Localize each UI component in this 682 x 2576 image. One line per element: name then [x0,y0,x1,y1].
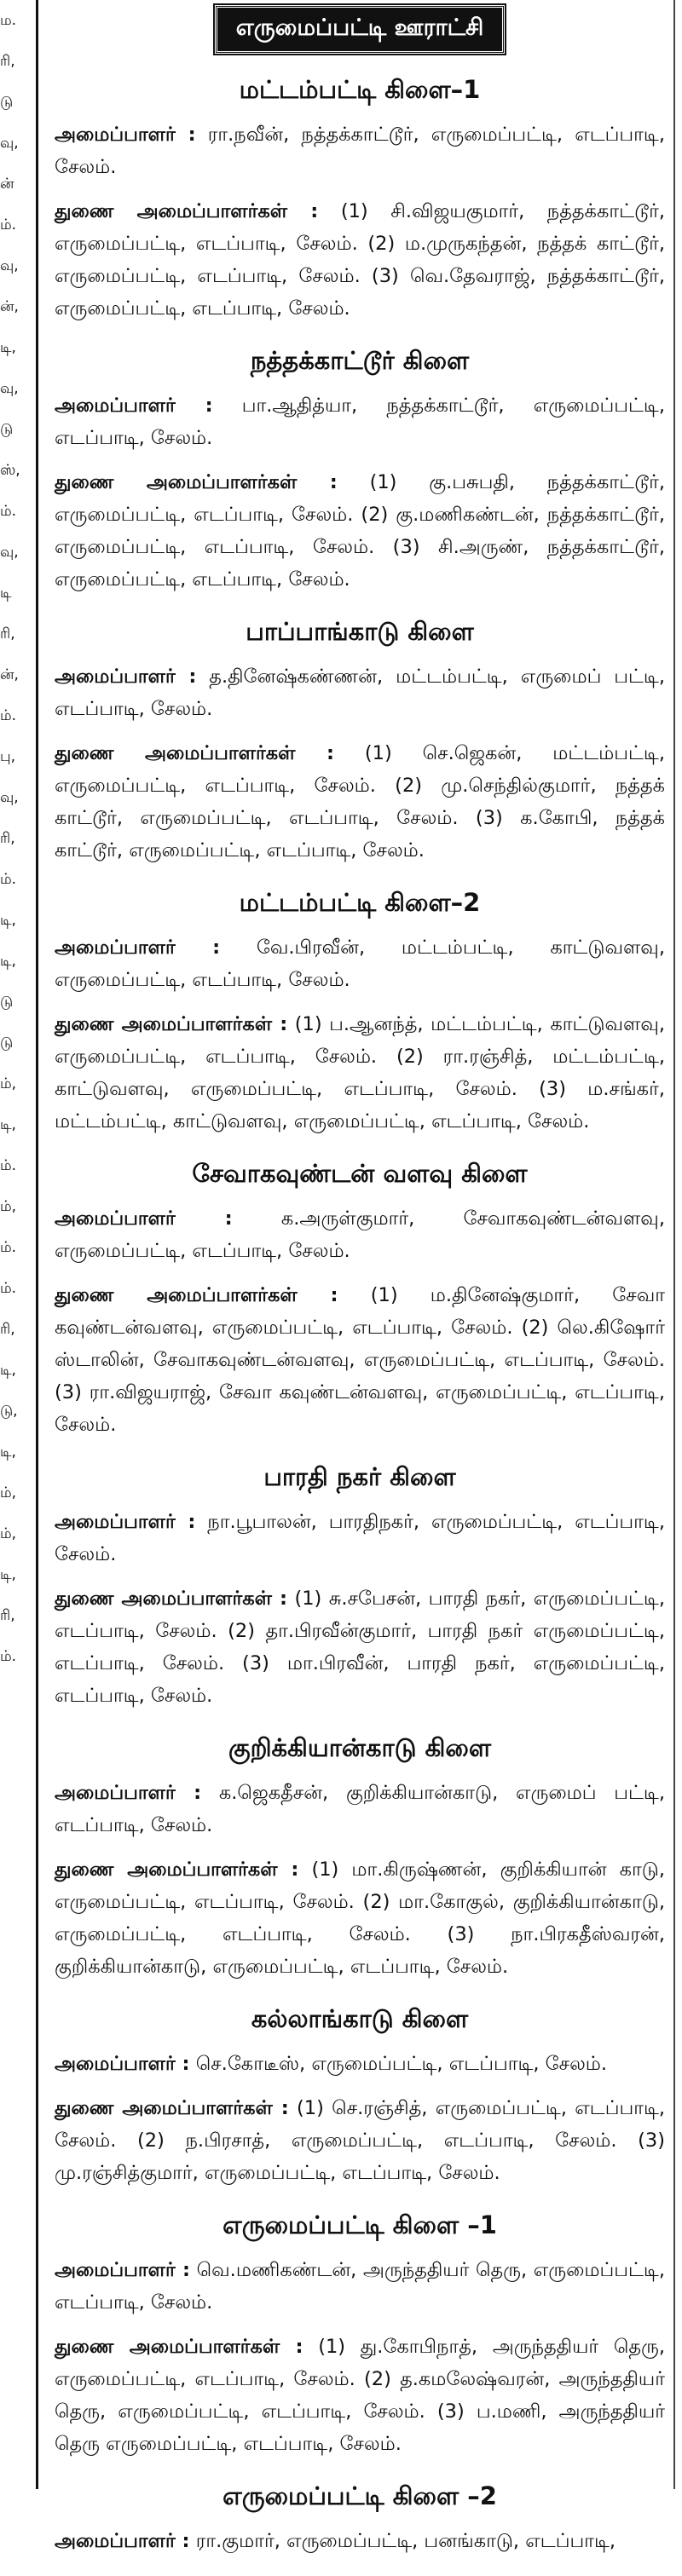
left-fragment: டு [0,94,14,111]
organizer-label: அமைப்பாளர் : [55,2530,190,2552]
left-fragment: டு [0,421,14,438]
left-fragment: ம். [0,503,17,520]
branch-title: மட்டம்பட்டி கிளை–1 [239,75,481,104]
deputies-label: துணை அமைப்பாளர்கள் : [55,1013,288,1035]
organizer-paragraph [55,931,665,996]
organizer-label: அமைப்பாளர் : [55,1511,196,1533]
left-fragment: ரி, [0,625,15,643]
deputies-paragraph [55,466,665,596]
branch-title: எருமைப்பட்டி கிளை –1 [223,2210,497,2239]
organizer-label: அமைப்பாளர் : [55,1207,233,1230]
branch-title: கல்லாங்காடு கிளை [251,2004,469,2033]
organizer-paragraph [55,1202,665,1267]
deputies-label: துணை அமைப்பாளர்கள் : [55,1284,338,1306]
organizer-value: ரா.குமார், எருமைப்பட்டி, பனங்காடு, எடப்பாடி, [195,2530,616,2552]
left-fragment: டி, [0,1362,16,1379]
organizer-paragraph [55,1777,665,1841]
organizer-label: அமைப்பாளர் : [55,1782,202,1804]
organizer-value: நா.பூபாலன், பாரதிநகர், எருமைப்பட்டி, எடப்பாடி, சேலம். [55,1511,665,1565]
branch-title: எருமைப்பட்டி கிளை –2 [223,2481,497,2510]
branch-section [55,72,665,325]
deputies-paragraph [55,737,665,867]
left-fragment: டி [0,585,12,602]
left-fragment: ரி, [0,1321,15,1338]
left-fragment: ம், [0,1525,17,1542]
deputies-label: துணை அமைப்பாளர்கள் : [55,2336,303,2358]
organizer-label: அமைப்பாளர் : [55,2259,190,2281]
left-fragment: டு [0,1034,14,1052]
organizer-paragraph [55,118,665,183]
deputies-label: துணை அமைப்பாளர்கள் : [55,1859,299,1881]
branch-section [55,2002,665,2189]
left-fragment: வு, [0,135,19,152]
branch-section [55,2479,665,2557]
deputies-value: (1) ம.தினேஷ்குமார், சேவா கவுண்டன்வளவு, எருமைப்பட்டி, எடப்பாடி, சேலம். (2) லெ.கிஷோர் ஸ்டாலின், சேவாகவுண்டன்வளவு, எருமைப்பட்டி, எடப்பாடி, சேலம். (3) ரா.விஜயராஜ், சேவா கவுண்டன்வளவு, எருமைப்பட்டி, எடப்பாடி, சேலம். [55,1284,666,1436]
branch-title: குறிக்கியான்காடு கிளை [228,1733,492,1762]
organizer-paragraph [55,660,665,725]
left-fragment: டி, [0,339,16,356]
adjacent-column-fragments [0,0,34,2489]
organizer-value: வெ.மணிகண்டன், அருந்ததியர் தெரு, எருமைப்பட்டி, எடப்பாடி, சேலம். [55,2259,665,2314]
branch-section [55,614,665,867]
organizer-paragraph [55,2254,665,2319]
left-fragment: ம். [0,1280,17,1297]
deputies-value: (1) சு.சபேசன், பாரதி நகர், எருமைப்பட்டி, எடப்பாடி, சேலம். (2) தா.பிரவீன்குமார், பாரதி நகர் எருமைப்பட்டி, எடப்பாடி, சேலம். (3) மா.பிரவீன், பாரதி நகர், எருமைப்பட்டி, எடப்பாடி, சேலம். [55,1588,665,1707]
deputies-paragraph [55,1853,665,1983]
deputies-paragraph [55,1279,665,1441]
deputies-value: (1) செ.ரஞ்சித், எருமைப்பட்டி, எடப்பாடி, சேலம். (2) ந.பிரசாத், எருமைப்பட்டி, எடப்பாடி, சேலம். (3) மு.ரஞ்சித்குமார், எருமைப்பட்டி, எடப்பாடி, சேலம். [55,2097,666,2184]
branch-section [55,2208,665,2460]
deputies-paragraph [55,2092,665,2189]
organizer-paragraph [55,2048,665,2080]
deputies-value: (1) து.கோபிநாத், அருந்ததியர் தெரு, எருமைப்பட்டி, எடப்பாடி, சேலம். (2) த.கமலேஷ்வரன், அருந்ததியர் தெரு, எருமைப்பட்டி, எடப்பாடி, சேலம். (3) ப.மணி, அருந்ததியர் தெரு எருமைப்பட்டி, எடப்பாடி, சேலம். [55,2336,665,2455]
left-fragment: ன் [0,176,14,193]
deputies-paragraph [55,195,665,325]
organizer-paragraph [55,389,665,454]
left-fragment: ரி, [0,1607,15,1624]
branch-title: மட்டம்பட்டி கிளை–2 [239,888,481,917]
left-fragment: ஸ், [0,462,20,479]
deputies-label: துணை அமைப்பாளர்கள் : [55,1588,288,1610]
left-fragment: வு, [0,380,19,397]
deputies-label: துணை அமைப்பாளர்கள் : [55,471,338,493]
branch-title: பாரதி நகர் கிளை [263,1462,456,1491]
left-fragment: ம். [0,1157,17,1174]
left-fragment: ன், [0,666,19,683]
left-fragment: ம். [0,216,17,233]
organizer-value: பா.ஆதித்யா, நத்தக்காட்டூர், எருமைப்பட்டி, எடப்பாடி, சேலம். [55,395,665,449]
organizer-value: த.தினேஷ்கண்ணன், மட்டம்பட்டி, எருமைப் பட்டி, எடப்பாடி, சேலம். [55,666,665,720]
left-fragment: ம், [0,1198,17,1215]
left-fragment: டி, [0,912,16,929]
left-fragment: டி, [0,1566,16,1583]
left-fragment: டி, [0,1116,16,1133]
left-fragment: ம், [0,1484,17,1501]
deputies-paragraph [55,1008,665,1138]
organizer-value: க.அருள்குமார், சேவாகவுண்டன்வளவு, எருமைப்பட்டி, எடப்பாடி, சேலம். [55,1207,665,1262]
deputies-paragraph [55,2331,665,2460]
branch-title: பாப்பாங்காடு கிளை [246,617,474,646]
organizer-paragraph [55,1506,665,1570]
left-fragment: வு, [0,544,19,561]
branch-section [55,1156,665,1441]
column-divider-left [36,0,38,2489]
left-fragment: ம். [0,707,17,724]
deputies-label: துணை அமைப்பாளர்கள் : [55,742,334,764]
left-fragment: ம். [0,871,17,888]
left-fragment: ம. [0,12,17,29]
left-fragment: ன், [0,298,19,315]
column-divider-right [673,0,675,2489]
main-column [55,0,665,2576]
organizer-value: ரா.நவீன், நத்தக்காட்டூர், எருமைப்பட்டி, எடப்பாடி, சேலம். [55,124,665,178]
left-fragment: வு, [0,257,19,274]
organizer-label: அமைப்பாளர் : [55,666,197,688]
branch-section [55,343,665,596]
branch-list [55,72,665,2557]
organizer-label: அமைப்பாளர் : [55,124,196,146]
organizer-label: அமைப்பாளர் : [55,936,221,959]
left-fragment: பு, [0,748,16,765]
branch-title: சேவாகவுண்டன் வளவு கிளை [192,1159,528,1188]
deputies-value: (1) ப.ஆனந்த், மட்டம்பட்டி, காட்டுவளவு, எருமைப்பட்டி, எடப்பாடி, சேலம். (2) ரா.ரஞ்சித், மட்டம்பட்டி, காட்டுவளவு, எருமைப்பட்டி, எடப்பாடி, சேலம். (3) ம.சங்கர், மட்டம்பட்டி, காட்டுவளவு, எருமைப்பட்டி, எடப்பாடி, சேலம். [55,1013,666,1132]
deputies-label: துணை அமைப்பாளர்கள் : [55,2097,289,2119]
organizer-paragraph [55,2525,665,2557]
left-fragment: வு, [0,789,19,806]
organizer-value: க.ஜெகதீசன், குறிக்கியான்காடு, எருமைப் பட்டி, எடப்பாடி, சேலம். [55,1782,665,1836]
left-fragment: ம், [0,1075,17,1092]
left-fragment: டி, [0,1444,16,1461]
branch-title: நத்தக்காட்டூர் கிளை [250,346,470,375]
banner-wrap [55,0,665,54]
branch-section [55,1460,665,1712]
deputies-value: (1) செ.ஜெகன், மட்டம்பட்டி, எருமைப்பட்டி, எடப்பாடி, சேலம். (2) மு.செந்தில்குமார், நத்தக் காட்டூர், எருமைப்பட்டி, எடப்பாடி, சேலம். (3) க.கோபி, நத்தக் காட்டூர், எருமைப்பட்டி, எடப்பாடி, சேலம். [55,742,665,862]
left-fragment: ரி, [0,53,15,70]
left-fragment: ம். [0,1648,17,1665]
deputies-label: துணை அமைப்பாளர்கள் : [55,200,319,222]
left-fragment: ம். [0,1239,17,1256]
left-fragment: டு, [0,1403,18,1420]
organizer-value: வே.பிரவீன், மட்டம்பட்டி, காட்டுவளவு, எருமைப்பட்டி, எடப்பாடி, சேலம். [55,936,665,991]
deputies-value: (1) மா.கிருஷ்ணன், குறிக்கியான் காடு, எருமைப்பட்டி, எடப்பாடி, சேலம். (2) மா.கோகுல், குறிக்கியான்காடு, எருமைப்பட்டி, எடப்பாடி, சேலம். (3) நா.பிரகதீஸ்வரன், குறிக்கியான்காடு, எருமைப்பட்டி, எடப்பாடி, சேலம். [55,1859,665,1978]
organizer-value: செ.கோடீஸ், எருமைப்பட்டி, எடப்பாடி, சேலம். [195,2053,608,2075]
branch-section [55,885,665,1138]
deputies-value: (1) சி.விஜயகுமார், நத்தக்காட்டூர், எருமைப்பட்டி, எடப்பாடி, சேலம். (2) ம.முருகந்தன், நத்தக் காட்டூர், எருமைப்பட்டி, எடப்பாடி, சேலம். (3) வெ.தேவராஜ், நத்தக்காட்டூர், எருமைப்பட்டி, எடப்பாடி, சேலம். [55,200,666,320]
branch-section [55,1731,665,1983]
left-fragment: டு [0,994,14,1011]
left-fragment: ரி, [0,830,15,847]
organizer-label: அமைப்பாளர் : [55,2053,190,2075]
deputies-value: (1) கு.பசுபதி, நத்தக்காட்டூர், எருமைப்பட்டி, எடப்பாடி, சேலம். (2) கு.மணிகண்டன், நத்தக்காட்டூர், எருமைப்பட்டி, எடப்பாடி, சேலம். (3) சி.அருண், நத்தக்காட்டூர், எருமைப்பட்டி, எடப்பாடி, சேலம். [55,471,665,591]
section-banner: எருமைப்பட்டி ஊராட்சி [215,5,506,54]
deputies-paragraph [55,1582,665,1712]
organizer-label: அமைப்பாளர் : [55,395,213,417]
left-fragment: டி, [0,953,16,970]
